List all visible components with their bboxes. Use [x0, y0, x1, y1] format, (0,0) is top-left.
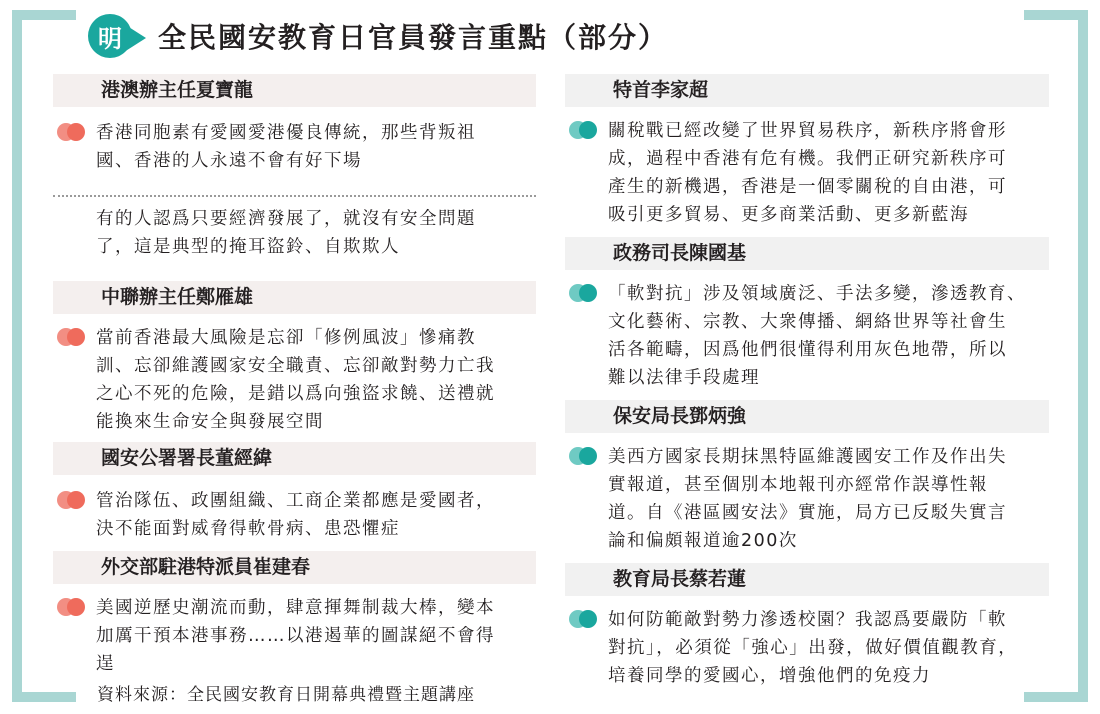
page-title: 全民國安教育日官員發言重點（部分）	[158, 21, 669, 54]
speaker-header: 政務司長陳國基	[565, 237, 1049, 270]
quote-text	[565, 443, 1049, 555]
speaker-header: 特首李家超	[565, 74, 1049, 107]
quote-text	[565, 117, 1049, 229]
quote-line: 決不能面對威脅得軟骨病、患恐懼症	[96, 519, 400, 539]
quote-line: 加厲干預本港事務……以港遏華的圖謀絕不會得	[96, 626, 495, 646]
quote-line: 管治隊伍、政團組織、工商企業都應是愛國者，	[96, 491, 495, 511]
quote-line: 實報道，甚至個別本地報刊亦經常作誤導性報	[608, 475, 988, 495]
quote-line: 關稅戰已經改變了世界貿易秩序，新秩序將會形	[608, 121, 1007, 141]
speech-bubble-icon	[57, 598, 85, 618]
quote-text	[53, 205, 536, 261]
quote-line: 文化藝術、宗教、大衆傳播、網絡世界等社會生	[608, 312, 1007, 332]
quote-line: 道。自《港區國安法》實施，局方已反駁失實言	[608, 503, 1007, 523]
speech-bubble-icon	[57, 491, 85, 511]
quote-line: 能換來生命安全與發展空間	[96, 412, 324, 432]
quote-text	[565, 280, 1049, 392]
quote-line: 國、香港的人永遠不會有好下場	[96, 151, 362, 171]
quote-line: 活各範疇，因爲他們很懂得利用灰色地帶，所以	[608, 340, 1007, 360]
quote-line: 難以法律手段處理	[608, 368, 760, 388]
quote-line: 產生的新機遇，香港是一個零關稅的自由港，可	[608, 177, 1007, 197]
quote-text	[53, 324, 536, 436]
quote-text	[565, 606, 1049, 690]
quote-line: 有的人認爲只要經濟發展了，就沒有安全問題	[96, 209, 476, 229]
quote-text	[53, 119, 536, 175]
logo-char: 明	[98, 23, 122, 53]
quote-line: 之心不死的危險，是錯以爲向強盜求饒、送禮就	[96, 384, 495, 404]
right-column	[565, 74, 1049, 690]
speaker-header: 國安公署署長董經緯	[53, 442, 536, 475]
speaker-header: 教育局長蔡若蓮	[565, 563, 1049, 596]
logo-tail-shape	[124, 24, 146, 52]
speech-bubble-icon	[569, 284, 597, 304]
quote-line: 對抗」，必須從「強心」出發，做好價值觀教育，	[608, 638, 1018, 658]
quote-line: 論和偏頗報道逾200次	[608, 531, 798, 551]
quote-line: 美國逆歷史潮流而動，肆意揮舞制裁大棒，變本	[96, 598, 495, 618]
quote-text	[53, 594, 536, 678]
speech-bubble-icon	[569, 447, 597, 467]
quote-line: 逞	[96, 654, 115, 674]
quote-text	[53, 487, 536, 543]
speaker-header: 保安局長鄧炳強	[565, 400, 1049, 433]
quote-line: 培養同學的愛國心，增強他們的免疫力	[608, 666, 931, 686]
speaker-header: 港澳辦主任夏寶龍	[53, 74, 536, 107]
speech-bubble-icon	[57, 123, 85, 143]
speaker-header: 外交部駐港特派員崔建春	[53, 551, 536, 584]
quote-line: 了，這是典型的掩耳盜鈴、自欺欺人	[96, 237, 400, 257]
quote-line: 訓、忘卻維護國家安全職責、忘卻敵對勢力亡我	[96, 356, 495, 376]
quote-line: 當前香港最大風險是忘卻「修例風波」慘痛教	[96, 328, 476, 348]
divider	[53, 195, 536, 197]
speaker-header: 中聯辦主任鄭雁雄	[53, 281, 536, 314]
source-note: 資料來源：全民國安教育日開幕典禮暨主題講座	[97, 685, 475, 705]
left-column	[53, 74, 536, 678]
quote-line: 美西方國家長期抹黑特區維護國安工作及作出失	[608, 447, 1007, 467]
quote-line: 吸引更多貿易、更多商業活動、更多新藍海	[608, 205, 969, 225]
quote-line: 如何防範敵對勢力滲透校園？我認爲要嚴防「軟	[608, 610, 1007, 630]
speech-bubble-icon	[569, 610, 597, 630]
quote-line: 成，過程中香港有危有機。我們正研究新秩序可	[608, 149, 1007, 169]
speech-bubble-icon	[57, 328, 85, 348]
quote-line: 「軟對抗」涉及領域廣泛、手法多變，滲透教育、	[608, 284, 1026, 304]
quote-line: 香港同胞素有愛國愛港優良傳統，那些背叛祖	[96, 123, 476, 143]
speech-bubble-icon	[569, 121, 597, 141]
